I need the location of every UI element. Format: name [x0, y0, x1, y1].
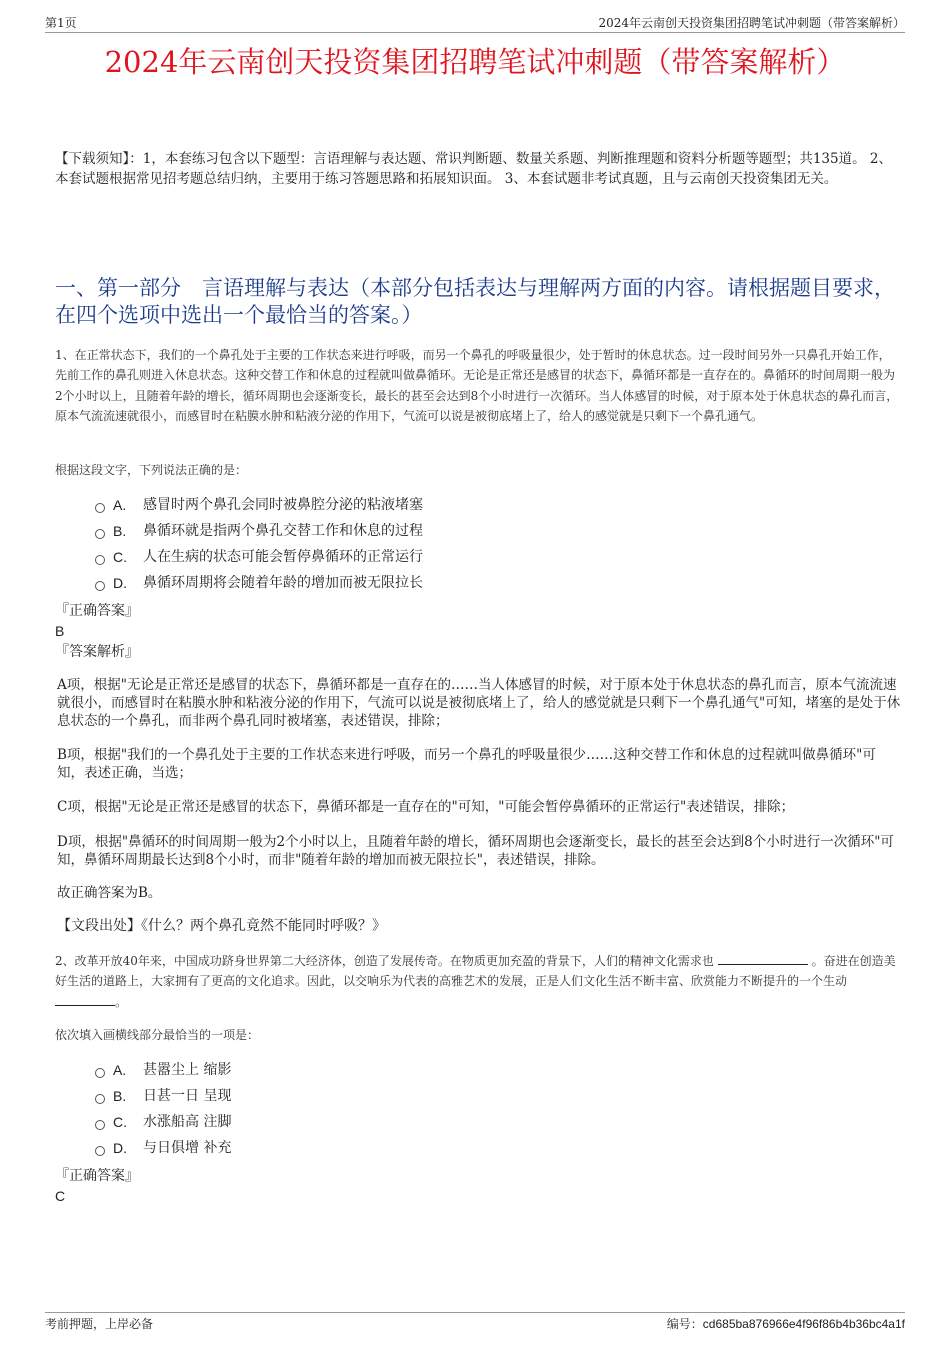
option-text: 鼻循环就是指两个鼻孔交替工作和休息的过程 [143, 523, 423, 539]
answer-value: B [55, 623, 65, 639]
blank-2 [55, 993, 115, 1006]
page-number: 第1页 [45, 16, 77, 30]
option-letter: B. [113, 523, 127, 539]
option-letter: A. [113, 497, 127, 513]
analysis-label: 『答案解析』 [55, 644, 139, 660]
analysis-b: B项，根据"我们的一个鼻孔处于主要的工作状态来进行呼吸，而另一个鼻孔的呼吸量很少……这种交替工作和休息的过程就叫做鼻循环"可知，表述正确，当选； [57, 747, 876, 781]
radio-icon[interactable] [95, 503, 105, 513]
analysis-d: D项，根据"鼻循环的时间周期一般为2个小时以上，且随着年龄的增长，循环周期也会逐渐变长，最长的甚至会达到8个小时进行一次循环"可知，鼻循环周期最长达到8个小时，而非"随着年龄的增加而被无限拉长"，表述错误，排除。 [57, 834, 894, 868]
answer-value: C [55, 1188, 66, 1204]
code-label: 编号： [666, 1317, 703, 1331]
option-letter: D. [113, 1140, 127, 1156]
header-doc-title: 2024年云南创天投资集团招聘笔试冲刺题（带答案解析） [598, 16, 905, 30]
radio-icon[interactable] [95, 529, 105, 539]
page-footer [45, 1312, 905, 1332]
option-letter: C. [113, 1114, 127, 1130]
option-text: 日甚一日 呈现 [143, 1088, 232, 1104]
option-text: 鼻循环周期将会随着年龄的增加而被无限拉长 [143, 575, 423, 591]
option-letter: A. [113, 1062, 127, 1078]
code-value: cd685ba876966e4f96f86b4b36bc4a1f [702, 1317, 905, 1331]
radio-icon[interactable] [95, 555, 105, 565]
document-code [667, 1315, 905, 1332]
radio-icon[interactable] [95, 1068, 105, 1078]
question-2-part2: 。奋进在创造美好生活的道路上，大家拥有了更高的文化追求。因此，以交响乐为代表的高雅艺术的发展，正是人们文化生活不断丰富、欣赏能力不断提升的一个生动 [55, 954, 896, 989]
question-2-prompt: 依次填入画横线部分最恰当的一项是： [55, 1028, 260, 1042]
option-c[interactable] [95, 544, 423, 570]
download-notice: 【下载须知】：1，本套练习包含以下题型：言语理解与表达题、常识判断题、数量关系题、判断推理题和资料分析题等题型；共135道。 2、本套试题根据常见招考题总结归纳，主要用于练习答题思路和拓展知识面。 3、本套试题非考试真题，且与云南创天投资集团无关。 [55, 151, 892, 187]
answer-label: 『正确答案』 [55, 603, 139, 619]
option-text: 与日俱增 补充 [143, 1140, 232, 1156]
radio-icon[interactable] [95, 581, 105, 591]
option-letter: D. [113, 575, 127, 591]
page-header [45, 14, 905, 33]
option-text: 甚嚣尘上 缩影 [143, 1062, 232, 1078]
question-2-part1: 2、改革开放40年来，中国成功跻身世界第二大经济体，创造了发展传奇。在物质更加充盈的背景下，人们的精神文化需求也 [55, 954, 714, 968]
option-b[interactable] [95, 518, 423, 544]
question-1-prompt: 根据这段文字，下列说法正确的是： [55, 463, 248, 477]
option-c[interactable] [95, 1109, 231, 1135]
option-text: 感冒时两个鼻孔会同时被鼻腔分泌的粘液堵塞 [143, 497, 423, 513]
source-citation: 【文段出处】《什么？两个鼻孔竟然不能同时呼吸？》 [57, 918, 386, 934]
question-2-options [95, 1057, 231, 1161]
document-title: 2024年云南创天投资集团招聘笔试冲刺题（带答案解析） [104, 45, 846, 79]
blank-1 [718, 952, 808, 965]
option-b[interactable] [95, 1083, 231, 1109]
radio-icon[interactable] [95, 1120, 105, 1130]
question-2-part3: 。 [115, 994, 128, 1009]
question-1-text: 1、在正常状态下，我们的一个鼻孔处于主要的工作状态来进行呼吸，而另一个鼻孔的呼吸量很少，处于暂时的休息状态。过一段时间另外一只鼻孔开始工作，先前工作的鼻孔则进入休息状态。这种交替工作和休息的过程就叫做鼻循环。无论是正常还是感冒的状态下，鼻循环都是一直存在的。鼻循环的时间周期一般为2个小时以上，且随着年龄的增长，循环周期也会逐渐变长，最长的甚至会达到8个小时进行一次循环。当人体感冒的时候，对于原本处于休息状态的鼻孔而言，原本气流流速就很小，而感冒时在粘膜水肿和粘液分泌的作用下，气流可以说是被彻底堵上了，给人的感觉就是只剩下一个鼻孔通气。 [55, 348, 899, 423]
option-text: 人在生病的状态可能会暂停鼻循环的正常运行 [143, 549, 423, 565]
option-d[interactable] [95, 570, 423, 596]
section-heading: 一、第一部分 言语理解与表达（本部分包括表达与理解两方面的内容。请根据题目要求，在四个选项中选出一个最恰当的答案。） [55, 276, 895, 327]
option-d[interactable] [95, 1135, 231, 1161]
radio-icon[interactable] [95, 1146, 105, 1156]
option-a[interactable] [95, 492, 423, 518]
analysis-conclusion: 故正确答案为B。 [57, 885, 162, 901]
option-letter: C. [113, 549, 127, 565]
analysis-c: C项，根据"无论是正常还是感冒的状态下，鼻循环都是一直存在的"可知，"可能会暂停鼻循环的正常运行"表述错误，排除； [57, 799, 795, 815]
footer-slogan: 考前押题，上岸必备 [45, 1317, 154, 1331]
option-text: 水涨船高 注脚 [143, 1114, 232, 1130]
question-1-options [95, 492, 423, 596]
answer-label: 『正确答案』 [55, 1168, 139, 1184]
option-letter: B. [113, 1088, 127, 1104]
analysis-a: A项，根据"无论是正常还是感冒的状态下，鼻循环都是一直存在的……当人体感冒的时候，对于原本处于休息状态的鼻孔而言，原本气流流速就很小，而感冒时在粘膜水肿和粘液分泌的作用下，气流可以说是被彻底堵上了，给人的感觉就是只剩下一个鼻孔通气"可知，堵塞的是处于休息状态的一个鼻孔，而非两个鼻孔同时被堵塞，表述错误，排除； [57, 677, 901, 729]
radio-icon[interactable] [95, 1094, 105, 1104]
question-2-text [55, 951, 900, 1012]
option-a[interactable] [95, 1057, 231, 1083]
